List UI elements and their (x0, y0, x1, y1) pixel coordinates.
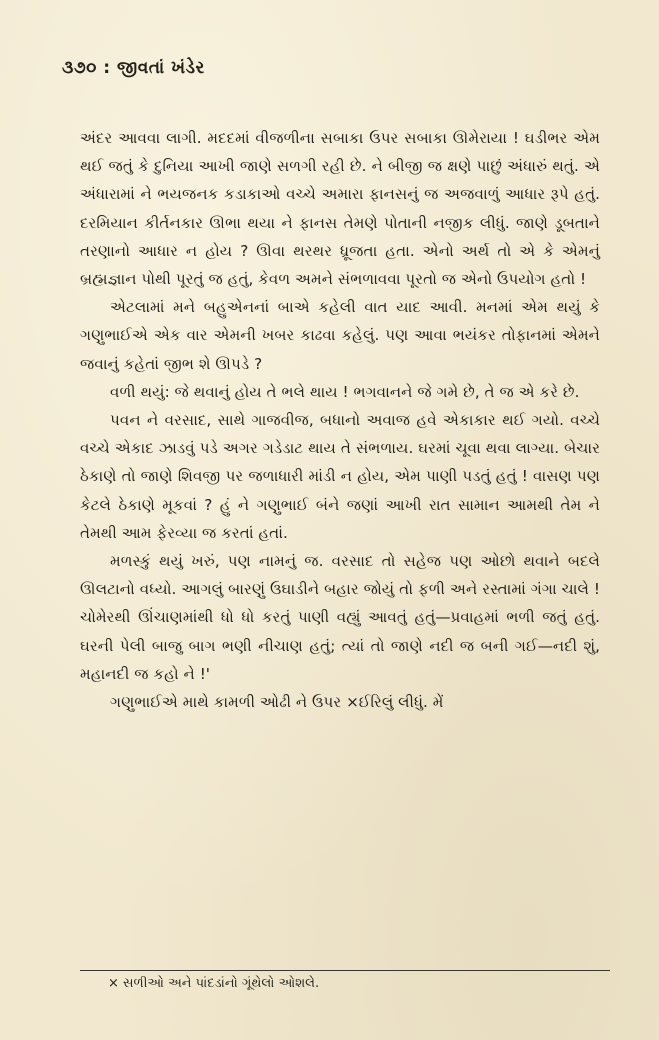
paragraph-6: ગણુભાઈએ માથે કામળી ઓઢી ને ઉપર ×ઈરિલું લીધું. મેં (110, 693, 444, 712)
page-header (62, 58, 205, 78)
header-separator: : (103, 58, 111, 78)
footnote: × સળીઓ અને પાંદડાંનો ગૂંથેલો ઓશલે. (108, 976, 320, 991)
running-title: જીવતાં ખંડેર (117, 58, 205, 78)
paragraph-2: એટલામાં મને બહુએનનાં બાએ કહેલી વાત યાદ આવી. મનમાં એમ થયું કે ગણુભાઈએ એક વાર એમની ખબર કાઢવા કહેલું. પણ આવા ભયંકર તોફાનમાં એમને જવાનું કહેતાં જીભ શે ઊપડે ? (80, 298, 600, 373)
paragraph-5: મળસ્કું થયું ખરું, પણ નામનું જ. વરસાદ તો સહેજ પણ ઓછો થવાને બદલે ઊલટાનો વધ્યો. આગલું બારણું ઉઘાડીને બહાર જોયું તો ફળી અને રસ્તામાં ગંગા ચાલે ! ચોમેરથી ઊંચાણમાંથી ધો ધો કરતું પાણી વહ્યું આવતું હતું—પ્રવાહમાં ભળી જતું હતું. ઘરની પેલી બાજુ બાગ ભણી નીચાણ હતું; ત્યાં તો જાણે નદી જ બની ગઈ—નદી શું, મહાનદી જ કહો ને !' (80, 552, 600, 683)
paragraph-4: પવન ને વરસાદ, સાથે ગાજવીજ, બધાનો અવાજ હવે એકાકાર થઈ ગયો. વચ્ચે વચ્ચે એકાદ ઝાડવું પડે અગર ગડેડાટ થાય તે સંભળાય. ઘરમાં ચૂવા થવા લાગ્યા. બેચાર ઠેકાણે તો જાણે શિવજી પર જળાધારી માંડી ન હોય, એમ પાણી પડતું હતું ! વાસણ પણ કેટલે ઠેકાણે મૂકવાં ? હું ને ગણુભાઈ બંને જણાં આખી રાત સામાન આમથી તેમ ને તેમથી આમ ફેરવ્યા જ કરતાં હતાં. (80, 411, 600, 542)
paragraph-3: વળી થયું: જે થવાનું હોય તે ભલે થાય ! ભગવાનને જે ગમે છે, તે જ એ કરે છે. (110, 382, 580, 401)
page-number: ૩૭૦ (62, 58, 97, 78)
paragraph-1: અંદર આવવા લાગી. મદદમાં વીજળીના સબાકા ઉપર સબાકા ઊમેરાયા ! ઘડીભર એમ થઈ જતું કે દુનિયા આખી જાણે સળગી રહી છે. ને બીજી જ ક્ષણે પાછું અંધારું થતું. એ અંધારામાં ને ભયજનક કડાકાઓ વચ્ચે અમારા ફાનસનું જ અજવાળું આધાર રૂપે હતું. દરમિયાન કીર્તનકાર ઊભા થયા ને ફાનસ તેમણે પોતાની નજીક લીધું. જાણે ડૂબતાને તરણાનો આધાર ન હોય ? ઊવા થરથર ધ્રૂજતા હતા. એનો અર્થ તો એ કે એમનું બ્રહ્મજ્ઞાન પોથી પૂરતું જ હતું, કેવળ અમને સંભળાવવા પૂરતો જ એનો ઉપયોગ હતો ! (80, 129, 600, 289)
body-text (80, 124, 600, 716)
footnote-rule (80, 970, 610, 971)
